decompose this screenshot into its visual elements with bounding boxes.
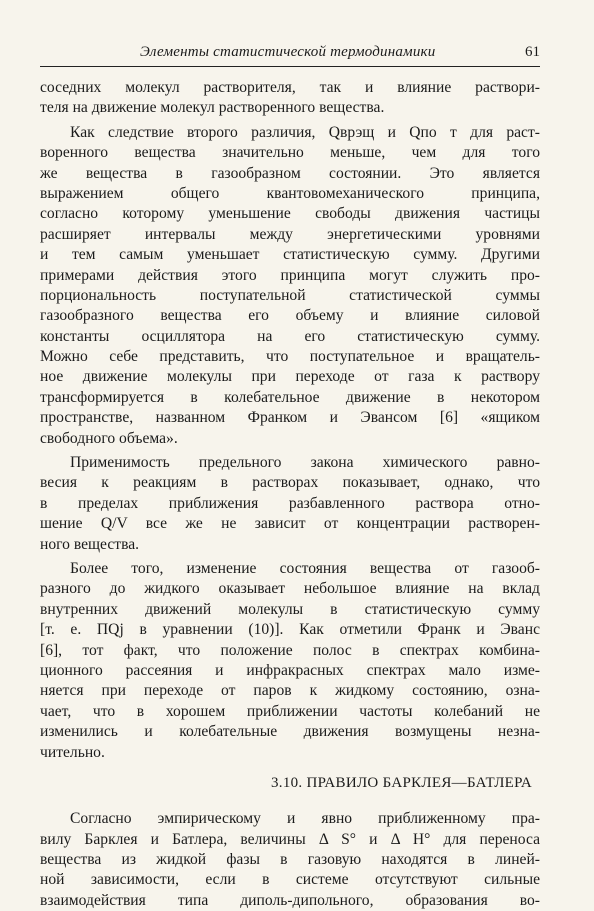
page-number: 61 — [525, 44, 540, 60]
text-line: Как следствие второго различия, Qврэщ и Qпо т для раст- — [70, 123, 540, 141]
text-line: весия к реакциям в растворах показывает, однако, что — [40, 474, 540, 492]
text-line: же вещества в газообразном состоянии. Это является — [40, 164, 540, 182]
text-line: расширяет интервалы между энергетическими уровнями — [40, 225, 540, 243]
text-line: свободного объема». — [40, 429, 178, 447]
text-line: изменились и колебательные движения возмущены незна- — [40, 723, 540, 741]
running-title: Элементы статистической термодинамики — [140, 44, 436, 60]
paragraph — [40, 78, 540, 119]
text-line: вилу Барклея и Батлера, величины Δ S° и Δ H° для переноса — [40, 830, 540, 848]
text-line: воренного вещества значительно меньше, чем для того — [40, 144, 540, 162]
text-line: [6], тот факт, что положение полос в спектрах комбина- — [40, 641, 540, 659]
text-line: вещества из жидкой фазы в газовую находятся в линей- — [40, 851, 540, 869]
text-line: ной зависимости, если в системе отсутствуют сильные — [40, 871, 540, 889]
text-line: чает, что в хорошем приближении частоты колебаний не — [40, 702, 540, 720]
text-line: газообразного вещества его объему и влияние силовой — [40, 307, 540, 325]
text-line: ное движение молекулы при переходе от газа к раствору — [40, 368, 540, 386]
running-header — [40, 44, 540, 67]
paragraph — [40, 123, 540, 449]
text-line: внутренних движений молекулы в статистическую сумму — [40, 600, 540, 618]
text-line: ционного рассеяния и инфракрасных спектрах мало изме- — [40, 661, 540, 679]
text-line: примерами действия этого принципа могут служить про- — [40, 266, 540, 284]
paragraph — [40, 809, 540, 911]
text-line: Можно себе представить, что поступательное и вращатель- — [40, 348, 540, 366]
text-line: трансформируется в колебательное движение в некотором — [40, 388, 540, 406]
text-line: Согласно эмпирическому и явно приближенному пра- — [70, 810, 540, 828]
text-line: в пределах приближения разбавленного раствора отно- — [40, 494, 540, 512]
paragraph — [40, 453, 540, 555]
text-line: порциональность поступательной статистической суммы — [40, 286, 540, 304]
text-line: пространстве, названном Франком и Эвансом [6] «ящиком — [40, 409, 540, 427]
text-line: Применимость предельного закона химического равно- — [70, 454, 540, 472]
body-text — [40, 78, 540, 911]
text-line: Более того, изменение состояния вещества от газооб- — [70, 559, 540, 577]
text-line: константы осциллятора на его статистическую сумму. — [40, 327, 540, 345]
text-line: теля на движение молекул растворенного вещества. — [40, 99, 385, 117]
text-line: няется при переходе от паров к жидкому состоянию, озна- — [40, 682, 540, 700]
text-line: шение Q/V все же не зависит от концентрации растворен- — [40, 515, 540, 533]
text-line: выражением общего квантовомеханического принципа, — [40, 184, 540, 202]
paragraph — [40, 559, 540, 763]
text-line: соседних молекул растворителя, так и влияние раствори- — [40, 79, 540, 96]
text-line: [т. е. ПQj в уравнении (10)]. Как отметили Франк и Эванс — [40, 621, 540, 639]
text-line: чительно. — [40, 743, 105, 761]
section-heading: 3.10. ПРАВИЛО БАРКЛЕЯ—БАТЛЕРА — [270, 774, 532, 791]
text-line: согласно которому уменьшение свободы движения частицы — [40, 205, 540, 223]
text-line: разного до жидкого оказывает небольшое влияние на вклад — [40, 580, 540, 598]
text-line: ного вещества. — [40, 535, 140, 553]
text-line: и тем самым уменьшает статистическую сумму. Другими — [40, 246, 540, 264]
text-line: взаимодействия типа диполь-дипольного, образования во- — [40, 891, 540, 909]
